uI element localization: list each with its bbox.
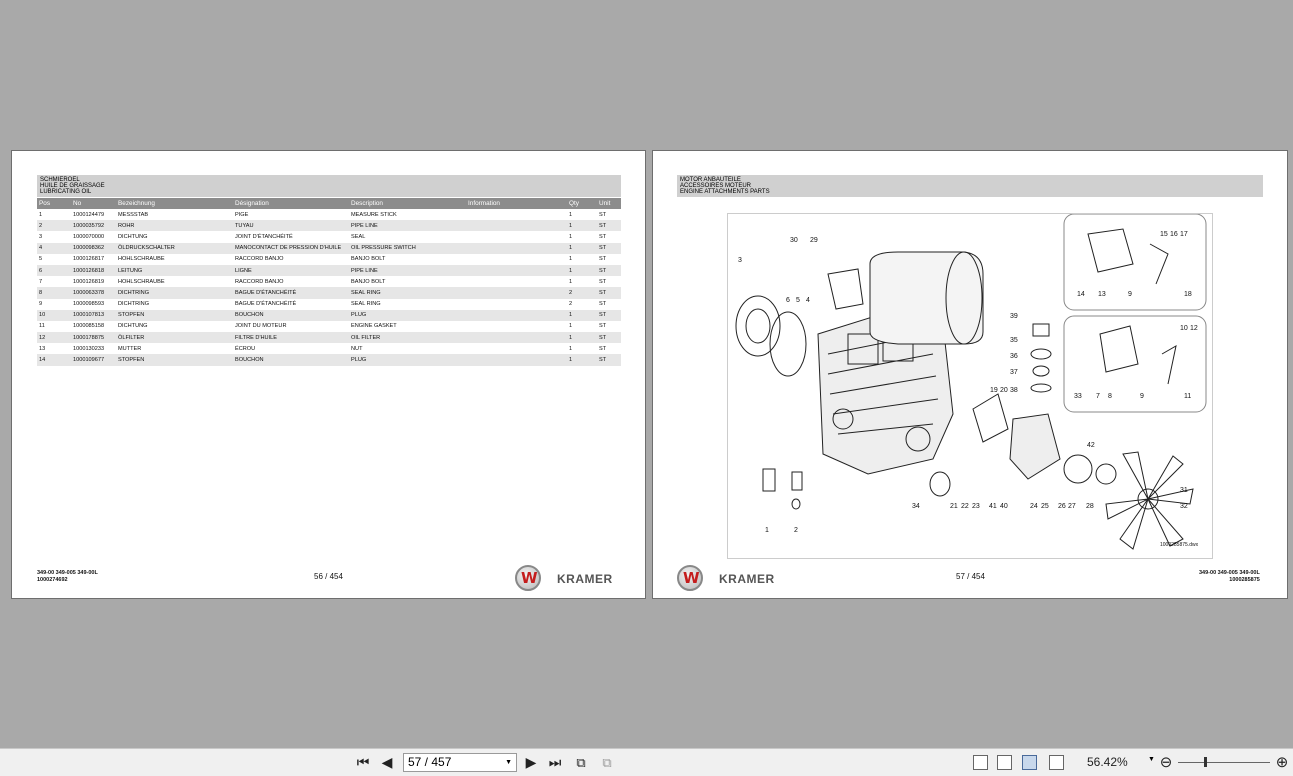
table-cell (466, 265, 567, 276)
viewer-toolbar (0, 748, 1293, 776)
table-cell: 1 (569, 233, 573, 240)
table-cell: 1000124479 (73, 211, 105, 218)
table-cell: BANJO BOLT (351, 256, 386, 263)
column-header: No (71, 198, 116, 209)
table-cell (466, 276, 567, 287)
table-cell: HOHLSCHRAUBE (118, 256, 165, 263)
two-page-view-icon[interactable] (1022, 755, 1037, 770)
table-cell: ENGINE GASKET (351, 323, 397, 330)
table-cell: MANOCONTACT DE PRESSION D'HUILE (233, 243, 349, 254)
table-row (37, 354, 621, 365)
table-cell: OIL FILTER (349, 332, 466, 343)
callout-label: 27 (1068, 503, 1076, 510)
table-cell: ST (599, 278, 607, 285)
table-cell: 1000098593 (73, 301, 105, 308)
two-page-continuous-view-icon[interactable] (1049, 755, 1064, 770)
table-cell (466, 332, 567, 343)
callout-label: 13 (1098, 291, 1106, 298)
wacker-logo-icon: W (677, 565, 703, 591)
drawing-reference: 1000285875.dwx (1160, 542, 1199, 548)
callout-label: 35 (1010, 337, 1018, 344)
table-cell: BOUCHON (233, 354, 349, 365)
table-cell: 3 (39, 233, 43, 240)
section-header (37, 175, 621, 197)
table-cell: 9 (39, 301, 43, 308)
table-cell: SEAL (351, 233, 366, 240)
table-row (37, 299, 621, 310)
table-cell: STOPFEN (116, 310, 233, 321)
table-cell: 1 (567, 332, 597, 343)
table-cell: 4 (37, 243, 71, 254)
zoom-in-icon[interactable]: ⊕ (1275, 754, 1289, 771)
callout-label: 8 (1108, 393, 1112, 400)
table-cell: 12 (37, 332, 71, 343)
column-header: Bezeichnung (116, 198, 233, 209)
table-cell: 1000126817 (73, 256, 105, 263)
column-header: Unit (597, 198, 621, 209)
table-cell: LIGNE (233, 265, 349, 276)
table-cell: 2 (569, 301, 573, 308)
section-header (677, 175, 1263, 197)
table-cell: BAGUE D'ÉTANCHÉITÉ (235, 301, 297, 308)
callout-label: 4 (806, 297, 810, 304)
table-cell: 1 (569, 211, 573, 218)
callout-label: 37 (1010, 369, 1018, 376)
table-cell: MEASURE STICK (351, 211, 397, 218)
column-header: Qty (567, 198, 597, 209)
table-cell: ROHR (116, 220, 233, 231)
table-cell: RACCORD BANJO (235, 256, 284, 263)
table-row (37, 265, 621, 276)
table-cell: BANJO BOLT (351, 278, 386, 285)
table-row (37, 310, 621, 321)
callout-label: 23 (972, 503, 980, 510)
table-cell: 1 (569, 345, 573, 352)
callout-label: 40 (1000, 503, 1008, 510)
table-cell: LEITUNG (116, 265, 233, 276)
table-cell: 1 (569, 323, 573, 330)
table-cell: STOPFEN (116, 354, 233, 365)
callout-label: 16 (1170, 231, 1178, 238)
table-cell: TUYAU (233, 220, 349, 231)
table-row (37, 343, 621, 354)
right-page (652, 150, 1288, 599)
table-cell: 11 (39, 323, 45, 330)
zoom-value[interactable]: 56.42% (1087, 755, 1128, 769)
table-cell: SEAL RING (351, 301, 381, 308)
left-page (11, 150, 646, 599)
table-cell: BOUCHON (233, 310, 349, 321)
table-cell: 1000035792 (71, 220, 116, 231)
zoom-dropdown-icon[interactable]: ▼ (1148, 756, 1155, 763)
table-cell: OIL PRESSURE SWITCH (349, 243, 466, 254)
callout-label: 10 (1180, 325, 1188, 332)
table-cell: ST (597, 310, 621, 321)
table-cell: 10 (37, 310, 71, 321)
page-number: 57 / 454 (956, 572, 985, 581)
table-cell: ST (599, 256, 607, 263)
callout-label: 5 (796, 297, 800, 304)
table-cell (466, 299, 567, 310)
footer-codes (1199, 570, 1260, 583)
table-cell: PIPE LINE (349, 265, 466, 276)
table-cell: ST (597, 354, 621, 365)
table-cell: 1000109677 (71, 354, 116, 365)
table-cell: 2 (567, 287, 597, 298)
callout-label: 31 (1180, 487, 1188, 494)
table-cell (466, 220, 567, 231)
callout-label: 17 (1180, 231, 1188, 238)
table-cell (466, 354, 567, 365)
callout-label: 26 (1058, 503, 1066, 510)
callout-label: 34 (912, 503, 920, 510)
callout-label: 1 (765, 527, 769, 534)
zoom-slider[interactable] (1178, 762, 1270, 763)
header-en: LUBRICATING OIL (40, 189, 92, 195)
table-row (37, 209, 621, 220)
table-cell: MUTTER (118, 345, 142, 352)
callout-label: 20 (1000, 387, 1008, 394)
callout-label: 18 (1184, 291, 1192, 298)
callout-label: 11 (1184, 393, 1192, 400)
table-cell: DICHTRING (118, 301, 150, 308)
exploded-parts-diagram (727, 213, 1213, 559)
header-de: SCHMIEROEL (40, 177, 80, 183)
table-cell: 1 (39, 211, 43, 218)
header-en: ENGINE ATTACHMENTS PARTS (680, 189, 770, 195)
table-row (37, 287, 621, 298)
table-cell: PLUG (349, 310, 466, 321)
table-cell: ST (599, 301, 607, 308)
callout-label: 39 (1010, 313, 1018, 320)
callout-label: 7 (1096, 393, 1100, 400)
header-fr: ACCESSOIRES MOTEUR (680, 183, 752, 189)
callout-label: 12 (1190, 325, 1198, 332)
column-header: Description (349, 198, 466, 209)
table-cell: 1000098362 (71, 243, 116, 254)
callout-label: 3 (738, 257, 742, 264)
brand-name: KRAMER (557, 572, 613, 586)
first-page-icon[interactable]: ⏮ (356, 754, 370, 770)
table-cell (466, 243, 567, 254)
table-cell: PIPE LINE (349, 220, 466, 231)
last-page-icon[interactable]: ⏭ (548, 754, 562, 770)
table-cell: 7 (39, 278, 43, 285)
table-cell: ÖLDRUCKSCHALTER (116, 243, 233, 254)
table-cell: 8 (37, 287, 71, 298)
engine-drawing (728, 214, 1212, 558)
table-cell: DICHTUNG (118, 233, 148, 240)
table-cell: 13 (39, 345, 46, 352)
table-cell (466, 231, 567, 242)
table-cell: PLUG (349, 354, 466, 365)
callout-label: 36 (1010, 353, 1018, 360)
table-cell (466, 254, 567, 265)
table-cell: 5 (39, 256, 43, 263)
table-cell: DICHTRING (116, 287, 233, 298)
callout-label: 41 (989, 503, 997, 510)
table-body (37, 209, 621, 366)
continuous-view-icon[interactable] (997, 755, 1012, 770)
callout-label: 21 (950, 503, 958, 510)
table-cell: 1 (567, 220, 597, 231)
table-cell: NUT (351, 345, 363, 352)
table-cell: ST (599, 345, 607, 352)
table-cell: 1 (569, 278, 573, 285)
callout-label: 42 (1087, 442, 1095, 449)
callout-label: 14 (1077, 291, 1085, 298)
callout-label: 25 (1041, 503, 1049, 510)
table-cell: 1 (569, 256, 573, 263)
callout-label: 22 (961, 503, 969, 510)
table-row (37, 231, 621, 242)
page-number-input[interactable] (403, 753, 517, 772)
column-header: Pos (37, 198, 71, 209)
callout-label: 2 (794, 527, 798, 534)
header-fr: HUILE DE GRAISSAGE (40, 183, 105, 189)
table-cell: FILTRE D'HUILE (233, 332, 349, 343)
table-cell: ST (597, 265, 621, 276)
callout-label: 30 (790, 237, 798, 244)
table-cell: ST (597, 332, 621, 343)
table-cell (466, 321, 567, 332)
page-input-value: 57 / 457 (408, 755, 452, 769)
table-cell: RACCORD BANJO (235, 278, 284, 285)
table-cell: MESSSTAB (118, 211, 149, 218)
table-header-row (37, 198, 621, 209)
zoom-out-icon[interactable]: ⊖ (1159, 754, 1173, 771)
table-cell: HOHLSCHRAUBE (118, 278, 165, 285)
table-cell: ST (597, 243, 621, 254)
callout-label: 15 (1160, 231, 1168, 238)
table-row (37, 332, 621, 343)
table-cell: 1000178875 (71, 332, 116, 343)
footer-models: 349-00 349-005 349-00L (1199, 570, 1260, 576)
parts-table (37, 198, 621, 366)
table-cell: 1000063378 (71, 287, 116, 298)
table-cell: PIGE (235, 211, 249, 218)
table-row (37, 276, 621, 287)
single-page-view-icon[interactable] (973, 755, 988, 770)
table-cell: ÖLFILTER (116, 332, 233, 343)
table-cell: ST (599, 211, 607, 218)
table-row (37, 321, 621, 332)
callout-label: 28 (1086, 503, 1094, 510)
callout-label: 33 (1074, 393, 1082, 400)
callout-label: 24 (1030, 503, 1038, 510)
table-cell: 1000070000 (73, 233, 105, 240)
table-cell: 1 (567, 354, 597, 365)
table-cell: 1000126818 (71, 265, 116, 276)
table-row (37, 220, 621, 231)
column-header: Information (466, 198, 567, 209)
copy-icon[interactable]: ⧉ (602, 755, 612, 770)
table-cell: JOINT DU MOTEUR (235, 323, 287, 330)
brand-name: KRAMER (719, 572, 775, 586)
table-cell: 1 (567, 310, 597, 321)
table-cell (466, 287, 567, 298)
wacker-logo-icon: W (515, 565, 541, 591)
table-cell: JOINT D'ÉTANCHÉITÉ (235, 233, 293, 240)
table-cell: ÉCROU (235, 345, 256, 352)
prev-page-icon[interactable]: ◀ (381, 754, 393, 770)
table-cell: 6 (37, 265, 71, 276)
callout-label: 6 (786, 297, 790, 304)
table-cell: ST (599, 323, 607, 330)
table-cell: 1 (567, 265, 597, 276)
footer-models: 349-00 349-005 349-00L (37, 570, 98, 576)
footer-codes (37, 570, 98, 583)
table-cell: BAGUE D'ÉTANCHÉITÉ (233, 287, 349, 298)
table-cell (466, 310, 567, 321)
table-cell (466, 343, 567, 354)
next-page-icon[interactable]: ▶ (525, 754, 537, 770)
table-cell: 1000085158 (73, 323, 105, 330)
footer-docno: 1000285875 (1229, 576, 1260, 583)
callout-label: 38 (1010, 387, 1018, 394)
callout-label: 9 (1128, 291, 1132, 298)
zoom-slider-thumb[interactable] (1204, 757, 1207, 767)
header-de: MOTOR ANBAUTEILE (680, 177, 741, 183)
table-row (37, 243, 621, 254)
page-number: 56 / 454 (314, 572, 343, 581)
table-cell: ST (599, 233, 607, 240)
table-cell: ST (597, 220, 621, 231)
callout-label: 19 (990, 387, 998, 394)
footer-docno: 1000274692 (37, 576, 68, 583)
callout-label: 9 (1140, 393, 1144, 400)
callout-label: 29 (810, 237, 818, 244)
export-icon[interactable]: ⧉ (576, 755, 586, 770)
table-cell: 1 (567, 243, 597, 254)
table-cell: 1000126819 (73, 278, 105, 285)
table-cell: ST (597, 287, 621, 298)
table-cell: 1000107813 (71, 310, 116, 321)
table-cell: SEAL RING (349, 287, 466, 298)
column-header: Désignation (233, 198, 349, 209)
dropdown-arrow-icon[interactable]: ▼ (505, 759, 512, 766)
table-cell: 2 (37, 220, 71, 231)
table-cell: 1000130233 (73, 345, 105, 352)
table-row (37, 254, 621, 265)
table-cell: 14 (37, 354, 71, 365)
table-cell (466, 209, 567, 220)
table-cell: DICHTUNG (118, 323, 148, 330)
callout-label: 32 (1180, 503, 1188, 510)
